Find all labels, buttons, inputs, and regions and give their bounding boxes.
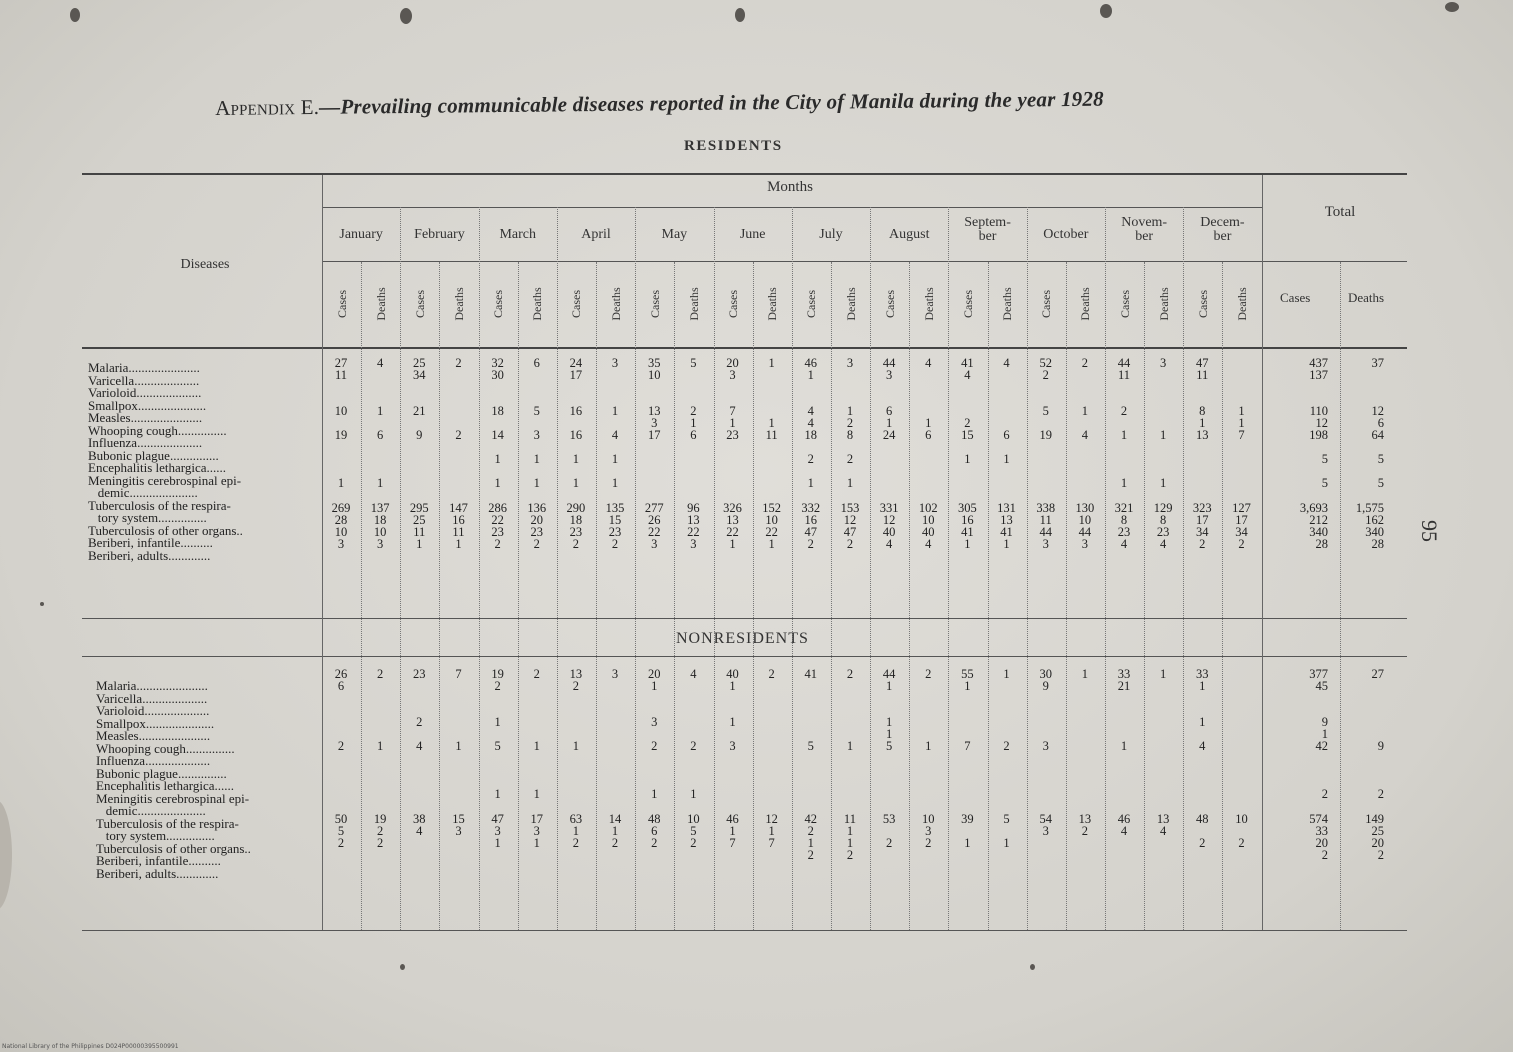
total-cases-label: Cases	[1280, 290, 1311, 305]
data-column: 44 3 6 1 24 331 12 40 4	[879, 356, 899, 551]
month-header: Novem- ber	[1121, 215, 1168, 244]
cases-subheader: Cases	[334, 290, 349, 318]
data-column: 2 2 147 16 11 1	[449, 356, 468, 551]
bind-hole	[1445, 2, 1459, 12]
data-column: 19 2 1 5 1 47 3 1	[491, 667, 504, 850]
data-column: 44 1 1 1 5 53 2	[882, 667, 896, 850]
data-column: 41 4 2 15 1 305 16 41 1	[958, 356, 977, 551]
column-rule	[1066, 262, 1067, 930]
data-column: 41 5 42 2 1 2	[804, 667, 818, 862]
data-column: 4 1 6 102 10 40 4	[918, 356, 938, 551]
data-column: 52 2 5 19 338 11 44 3	[1036, 356, 1056, 551]
deaths-subheader: Deaths	[686, 287, 701, 321]
scan-footer: National Library of the Philippines D024P00000395500991	[2, 1043, 179, 1050]
month-header: January	[339, 227, 383, 242]
residents-bottom-rule	[82, 618, 1407, 619]
data-column: 26 6 2 50 5 2	[334, 667, 348, 850]
column-rule	[792, 207, 793, 930]
data-column: 30 9 3 54 3	[1039, 667, 1052, 838]
column-rule	[1144, 262, 1145, 930]
deaths-subheader: Deaths	[1078, 287, 1093, 321]
page-speck	[400, 964, 405, 970]
data-column: 2 1 1 17 3 1	[530, 667, 543, 850]
column-rule	[635, 207, 636, 930]
cases-subheader: Cases	[647, 290, 662, 318]
total-deaths-label: Deaths	[1348, 290, 1385, 305]
months-heading: Months	[767, 179, 813, 195]
nonresidents-heading: NONRESIDENTS	[676, 630, 809, 647]
data-column: 1 1 11 152 10 22 1	[762, 356, 782, 551]
bind-hole	[70, 8, 80, 22]
month-header: February	[414, 227, 465, 242]
data-column: 33 21 1 46 4	[1117, 667, 1131, 838]
column-rule	[753, 262, 754, 930]
page-speck	[40, 602, 44, 606]
column-rule	[988, 262, 989, 930]
data-column: 2 1 4 130 10 44 3	[1075, 356, 1095, 551]
column-rule	[948, 207, 949, 930]
data-column: 25 34 21 9 295 25 11 1	[409, 356, 429, 551]
deaths-subheader: Deaths	[765, 287, 780, 321]
data-column: 3 1 4 1 1 135 15 23 2	[605, 356, 625, 551]
column-rule	[596, 262, 597, 930]
residents-disease-list: Malaria...................... Varicella.................... Varioloid.................... Smallpox..................... Measles...................... Whooping cough............... Influenza.................... Bubonic plague............... Encephalitis lethargica...... Meningitis cerebrospinal epi- demic..................... Tuberculosis of the respira- tory system............... Tuberculosis of other organs.. Beriberi, infantile.......... Beriberi, adults.............	[88, 360, 243, 563]
deaths-subheader: Deaths	[373, 287, 388, 321]
column-rule	[1183, 207, 1184, 930]
data-column: 3 1 1 129 8 23 4	[1153, 356, 1173, 551]
data-column: 24 17 16 16 1 1 290 18 23 2	[566, 356, 586, 551]
data-column: 2 12 1 7	[765, 667, 778, 850]
data-column: 3 14 1 2	[608, 667, 622, 850]
column-rule	[831, 262, 832, 930]
deaths-subheader: Deaths	[921, 287, 936, 321]
data-column: 1 2 5 1	[1003, 667, 1010, 850]
data-column: 44 11 2 1 1 321 8 23 4	[1114, 356, 1134, 551]
bind-hole	[400, 8, 412, 24]
data-column: 7 1 15 3	[452, 667, 465, 838]
data-column: 1 13 4	[1156, 667, 1170, 838]
month-header: March	[499, 227, 537, 242]
column-rule	[361, 262, 362, 930]
column-rule	[1105, 207, 1106, 930]
page-edge-shadow	[0, 800, 12, 910]
column-rule	[400, 207, 401, 930]
column-rule	[1262, 175, 1263, 930]
bind-hole	[1100, 4, 1112, 18]
column-rule	[322, 175, 323, 930]
month-header: October	[1043, 227, 1089, 242]
data-column: 2 1 10 3 2	[922, 667, 935, 850]
cases-subheader: Cases	[569, 290, 584, 318]
month-header: May	[661, 227, 688, 242]
column-rule	[714, 207, 715, 930]
data-column: 2 1 19 2 2	[373, 667, 387, 850]
data-column: 1 13 2	[1078, 667, 1092, 838]
deaths-subheader: Deaths	[608, 287, 623, 321]
residents-total-cases: 437 137 110 12 198 5 5 3,693 212 340 28	[1299, 356, 1328, 551]
column-rule	[1027, 207, 1028, 930]
data-column: 20 3 7 1 23 326 13 22 1	[723, 356, 742, 551]
column-rule	[439, 262, 440, 930]
month-header: Septem- ber	[964, 215, 1011, 244]
data-column: 4 2 1 10 5 2	[687, 667, 700, 850]
data-column: 10 2	[1235, 811, 1248, 850]
data-column: 35 10 13 3 17 277 26 22 3	[644, 356, 664, 551]
deaths-subheader: Deaths	[843, 287, 858, 321]
residents-total-deaths: 37 12 6 64 5 5 1,575 162 340 28	[1355, 356, 1384, 551]
cases-subheader: Cases	[1195, 290, 1210, 318]
cases-subheader: Cases	[1039, 290, 1054, 318]
data-column: 47 11 8 1 13 323 17 34 2	[1192, 356, 1212, 551]
page-number: 95	[1417, 520, 1442, 542]
deaths-subheader: Deaths	[1156, 287, 1171, 321]
column-rule	[1222, 262, 1223, 930]
column-rule	[909, 262, 910, 930]
nonresidents-top-rule	[82, 656, 1407, 657]
total-heading: Total	[1324, 204, 1356, 220]
header-bottom-rule	[82, 347, 1407, 349]
column-rule	[518, 262, 519, 930]
column-rule	[870, 207, 871, 930]
cases-subheader: Cases	[882, 290, 897, 318]
data-column: 5 2 1 6 96 13 22 3	[687, 356, 700, 551]
data-column: 6 5 3 1 1 136 20 23 2	[527, 356, 547, 551]
month-header: July	[819, 227, 843, 242]
data-column: 23 2 4 38 4	[413, 667, 426, 838]
data-column: 27 11 10 19 1 269 28 10 3	[331, 356, 351, 551]
month-names-rule	[322, 261, 1407, 262]
cases-subheader: Cases	[960, 290, 975, 318]
data-column: 55 1 7 39 1	[961, 667, 974, 850]
nonresidents-total-cases: 377 45 9 1 42 2 574 33 20 2	[1309, 667, 1328, 862]
cases-subheader: Cases	[726, 290, 741, 318]
data-column: 33 1 1 4 48 2	[1196, 667, 1209, 850]
table-bottom-rule	[82, 930, 1407, 931]
data-column: 13 2 1 63 1 2	[569, 667, 583, 850]
column-rule	[479, 207, 480, 930]
table-top-rule	[82, 173, 1407, 175]
column-rule	[557, 207, 558, 930]
deaths-subheader: Deaths	[452, 287, 467, 321]
bind-hole	[735, 8, 745, 22]
deaths-subheader: Deaths	[1235, 287, 1250, 321]
month-header: Decem- ber	[1200, 215, 1245, 244]
data-column: 20 1 3 2 1 48 6 2	[647, 667, 661, 850]
data-column: 40 1 1 3 46 1 7	[726, 667, 739, 850]
cases-subheader: Cases	[412, 290, 427, 318]
data-column: 32 30 18 14 1 1 286 22 23 2	[488, 356, 507, 551]
data-column: 46 1 4 4 18 2 1 332 16 47 2	[801, 356, 821, 551]
cases-subheader: Cases	[491, 290, 506, 318]
title-prefix: Appendix E.	[215, 94, 320, 120]
month-header: June	[739, 227, 766, 242]
cases-subheader: Cases	[1117, 290, 1132, 318]
page-speck	[1030, 964, 1035, 970]
data-column: 1 1 7 127 17 34 2	[1232, 404, 1251, 551]
data-column: 2 1 11 1 1 2	[843, 667, 856, 862]
residents-heading: RESIDENTS	[684, 138, 783, 154]
column-rule	[674, 262, 675, 930]
nonresidents-disease-list: Malaria...................... Varicella.................... Varioloid.................... Smallpox..................... Measles...................... Whooping cough............... Influenza.................... Bubonic plague............... Encephalitis lethargica...... Meningitis cerebrospinal epi- demic..................... Tuberculosis of the respira- tory system............... Tuberculosis of other organs.. Beriberi, infantile.......... Beriberi, adults.............	[96, 678, 251, 881]
deaths-subheader: Deaths	[1000, 287, 1015, 321]
diseases-heading: Diseases	[180, 257, 230, 272]
deaths-subheader: Deaths	[530, 287, 545, 321]
cases-subheader: Cases	[804, 290, 819, 318]
title-text: —Prevailing communicable diseases reported in the City of Manila during the year 1928	[319, 86, 1104, 119]
month-header: August	[889, 227, 930, 242]
data-column: 4 6 1 131 13 41 1	[997, 356, 1016, 551]
nonresidents-total-deaths: 27 9 2 149 25 20 2	[1365, 667, 1384, 862]
data-column: 3 1 2 8 2 1 153 12 47 2	[840, 356, 860, 551]
month-header: April	[581, 227, 611, 242]
data-column: 4 1 6 1 137 18 10 3	[370, 356, 390, 551]
